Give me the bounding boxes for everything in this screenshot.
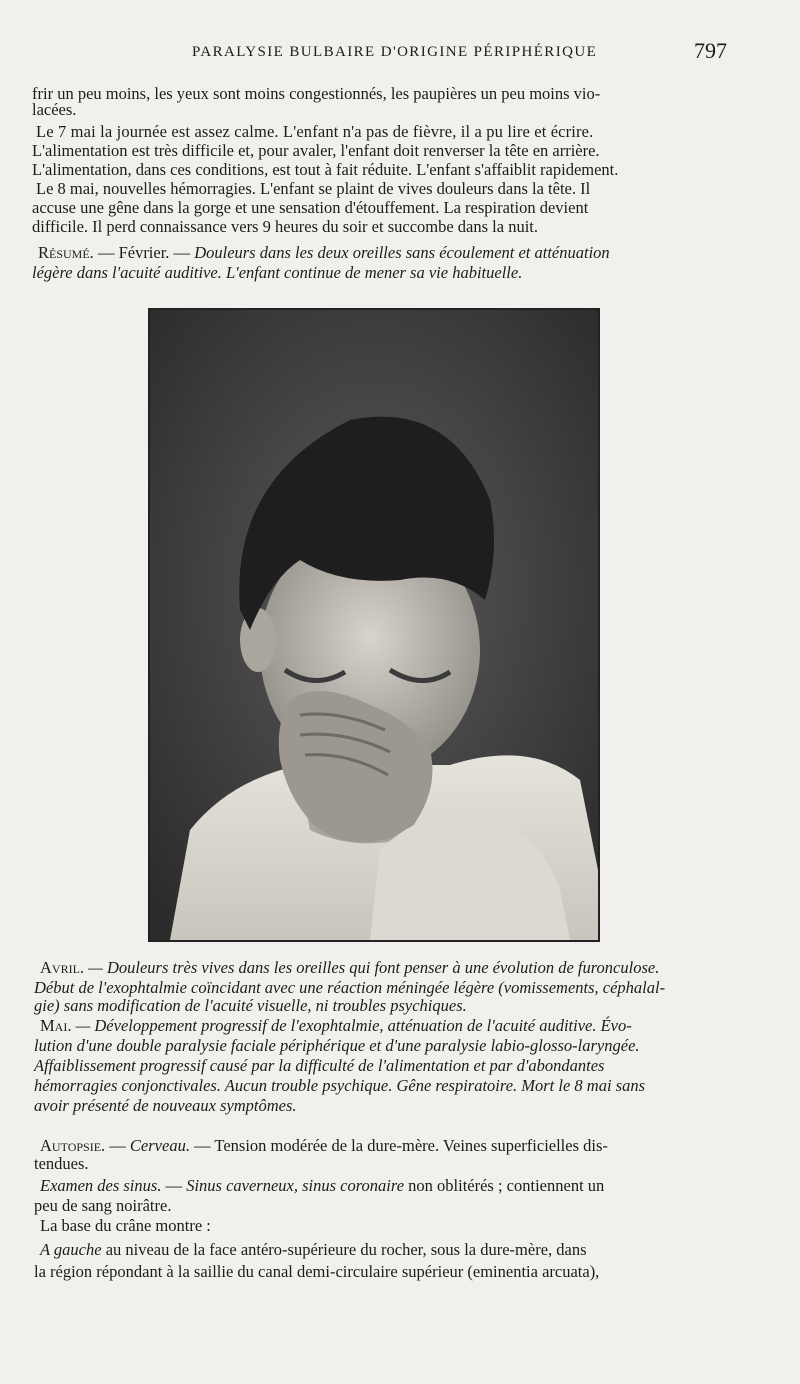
summary-line: Affaiblissement progressif causé par la difficulté de l'alimentation et par d'abondantes [34,1056,605,1075]
resume-italic: Douleurs dans les deux oreilles sans écoulement et atténuation [194,243,610,262]
text-line: frir un peu moins, les yeux sont moins congestionnés, les paupières un peu moins vio- [32,84,601,103]
text-line: L'alimentation, dans ces conditions, est tout à fait réduite. L'enfant s'affaiblit rapidement. [32,160,619,179]
summary-line [40,1016,632,1036]
page-number: 797 [694,38,727,63]
examen-dash: — [161,1176,187,1195]
figure-photograph [148,308,600,942]
summary-line: Début de l'exophtalmie coïncidant avec une réaction méningée légère (vomissements, céphalal- [34,978,666,997]
autopsie-label: Autopsie. [40,1136,106,1155]
running-title: PARALYSIE BULBAIRE D'ORIGINE PÉRIPHÉRIQUE [192,44,598,60]
mai-label: Mai. [40,1016,72,1035]
text-line: la région répondant à la saillie du canal demi-circulaire supérieur (eminentia arcuata), [34,1262,600,1281]
summary-line: hémorragies conjonctivales. Aucun trouble psychique. Gêne respiratoire. Mort le 8 mai sans [34,1076,646,1095]
text-line: tendues. [34,1154,89,1173]
text-line: lacées. [32,100,77,119]
text-line: difficile. Il perd connaissance vers 9 heures du soir et succombe dans la nuit. [32,217,538,236]
cerveau-label: Cerveau. [129,1136,190,1155]
photograph-boy-covering-mouth-icon [150,310,598,940]
summary-line: gie) sans modification de l'acuité visuelle, ni troubles psychiques. [34,996,467,1015]
avril-text: — Douleurs très vives dans les oreilles qui font penser à une évolution de furonculose. [84,958,660,977]
sinus-italic: Sinus caverneux, sinus coronaire [186,1176,405,1195]
autopsie-line [40,1136,608,1156]
gauche-rest: au niveau de la face antéro-supérieure du rocher, sous la dure-mère, dans [101,1240,587,1259]
mai-text: — Développement progressif de l'exophtalmie, atténuation de l'acuité auditive. Évo- [71,1016,632,1035]
resume-dash: — Février. — [93,243,195,262]
examen-rest: non oblitérés ; contiennent un [404,1176,605,1195]
text-line: peu de sang noirâtre. [34,1196,172,1215]
autopsie-rest: — Tension modérée de la dure-mère. Veines superficielles dis- [189,1136,608,1155]
examen-line [40,1176,604,1196]
gauche-label: A gauche [40,1240,102,1259]
text-line: L'alimentation est très difficile et, pour avaler, l'enfant doit renverser la tête en arrière. [32,141,600,160]
avril-label: Avril. [40,958,85,977]
resume-line-2: légère dans l'acuité auditive. L'enfant continue de mener sa vie habituelle. [32,263,523,282]
summary-line: lution d'une double paralysie faciale périphérique et d'une paralysie labio-glosso-laryngée. [34,1036,640,1055]
resume-label: Résumé. [38,243,94,262]
text-line: La base du crâne montre : [40,1216,211,1235]
text-line: Le 8 mai, nouvelles hémorragies. L'enfant se plaint de vives douleurs dans la tête. Il [36,179,591,198]
autopsie-dash: — [105,1136,130,1155]
text-line: accuse une gêne dans la gorge et une sensation d'étouffement. La respiration devient [32,198,589,217]
text-line: Le 7 mai la journée est assez calme. L'enfant n'a pas de fièvre, il a pu lire et écrire. [36,122,594,141]
page-header [0,38,800,68]
summary-line [40,958,659,978]
gauche-line [40,1240,587,1260]
summary-line: avoir présenté de nouveaux symptômes. [34,1096,297,1115]
resume-line [38,243,610,263]
examen-label: Examen des sinus. [40,1176,162,1195]
